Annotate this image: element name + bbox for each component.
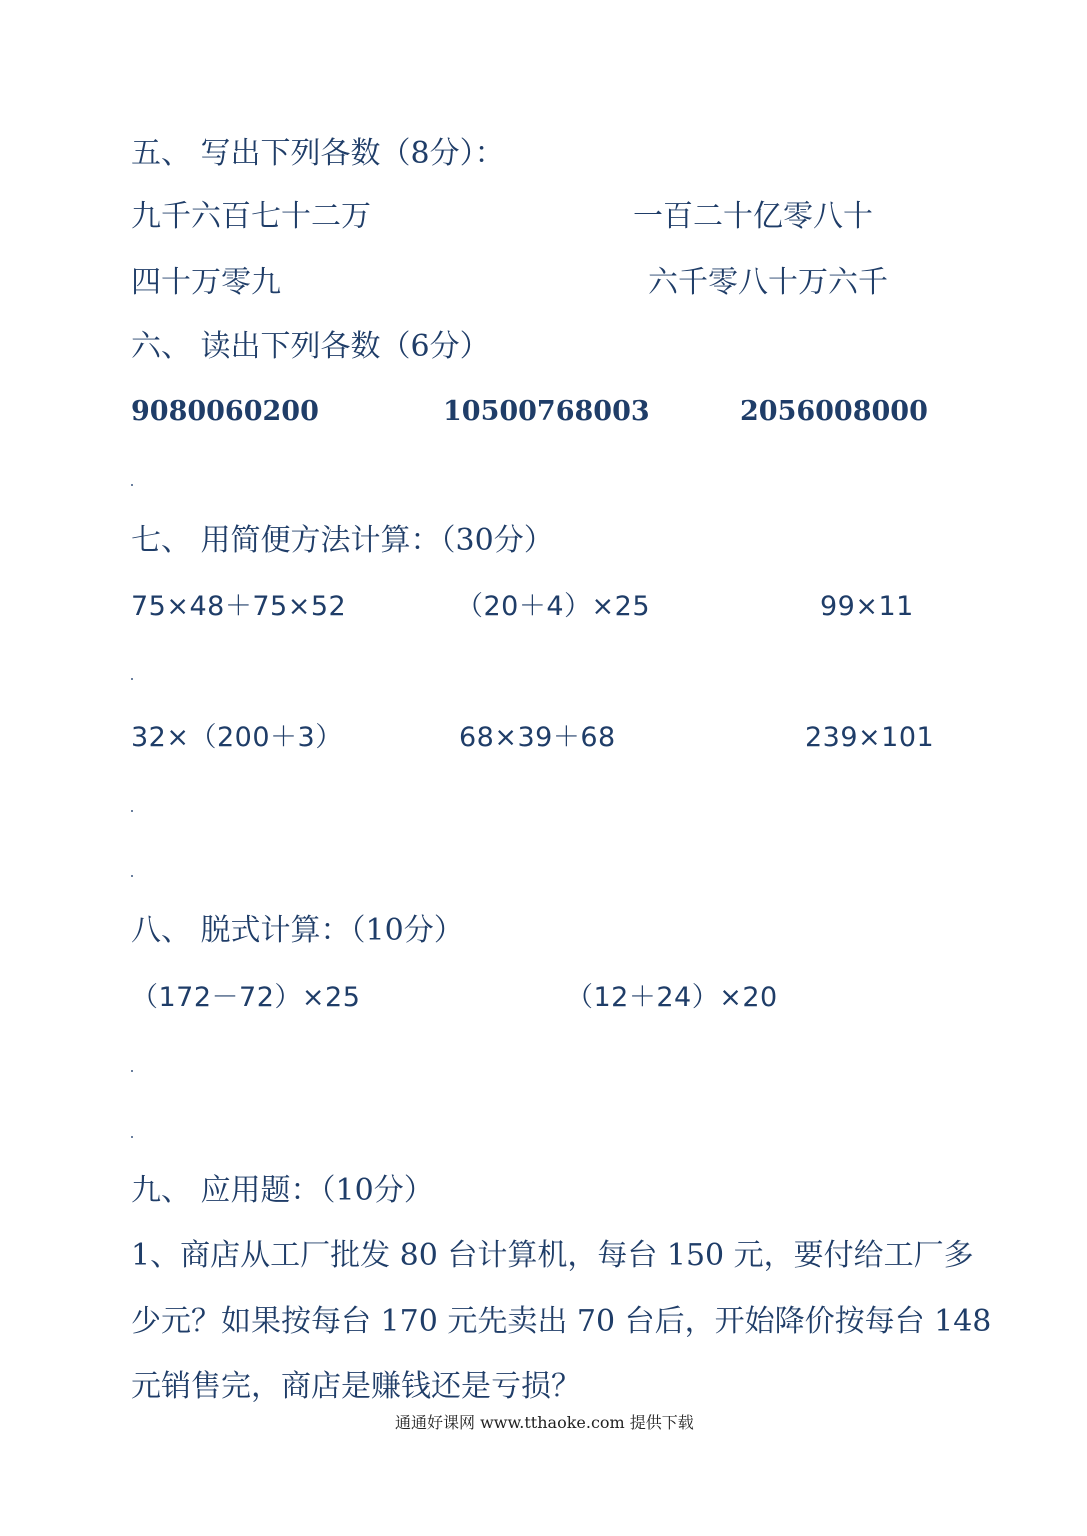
section6-number-1: 9080060200 [131, 396, 319, 427]
section8-expr-1: （172－72）×25 [131, 982, 361, 1013]
section5-item-2: 一百二十亿零八十 [633, 199, 873, 234]
section9-problem-line-1: 1、商店从工厂批发 80 台计算机，每台 150 元，要付给工厂多 [131, 1238, 974, 1273]
section9-problem-line-3: 元销售完，商店是赚钱还是亏损？ [131, 1369, 581, 1404]
section7-expr-6: 239×101 [805, 722, 935, 753]
section5-heading: 五、 写出下列各数（8分）： [131, 136, 505, 171]
section5-item-3: 四十万零九 [131, 265, 281, 300]
section5-item-4: 六千零八十万六千 [648, 265, 888, 300]
section7-expr-1: 75×48＋75×52 [131, 591, 347, 622]
section7-expr-5: 68×39＋68 [459, 722, 616, 753]
section9-heading: 九、 应用题：（10分） [131, 1173, 434, 1208]
section5-item-1: 九千六百七十二万 [131, 199, 371, 234]
footer-source: 通通好课网 www.tthaoke.com 提供下载 [395, 1413, 694, 1432]
section6-heading: 六、 读出下列各数（6分） [131, 329, 490, 364]
section7-heading: 七、 用简便方法计算：（30分） [131, 523, 554, 558]
section8-expr-2: （12＋24）×20 [566, 982, 778, 1013]
section8-heading: 八、 脱式计算：（10分） [131, 913, 464, 948]
section6-number-2: 10500768003 [443, 396, 650, 427]
section9-problem-line-2: 少元？如果按每台 170 元先卖出 70 台后，开始降价按每台 148 [131, 1304, 992, 1339]
section7-expr-4: 32×（200＋3） [131, 722, 343, 753]
section6-number-3: 2056008000 [740, 396, 928, 427]
section7-expr-3: 99×11 [820, 591, 914, 622]
section7-expr-2: （20＋4）×25 [456, 591, 651, 622]
